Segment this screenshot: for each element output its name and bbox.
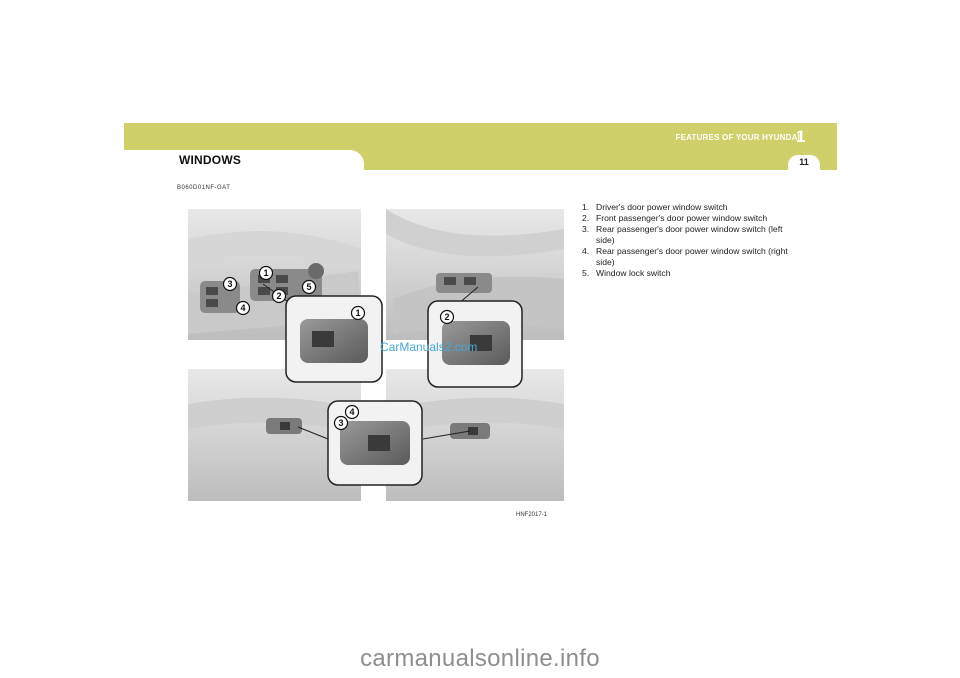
callout-4: 4 bbox=[240, 303, 246, 313]
callout-3: 3 bbox=[227, 279, 233, 289]
footer-watermark[interactable]: carmanualsonline.info bbox=[360, 645, 600, 672]
callout-1-inset: 1 bbox=[355, 308, 361, 318]
section-code: B060D01NF-GAT bbox=[177, 185, 231, 191]
switch-list bbox=[582, 202, 792, 279]
inset-rear-switch bbox=[328, 401, 422, 485]
callout-3-inset: 3 bbox=[338, 418, 344, 428]
watermark: CarManuals2.com bbox=[380, 340, 478, 354]
inset-driver-switch bbox=[286, 296, 382, 382]
list-item: 3. Rear passenger's door power window switch (left side) bbox=[582, 224, 783, 245]
chapter-title: FEATURES OF YOUR HYUNDAI bbox=[675, 133, 800, 142]
section-tab bbox=[124, 150, 364, 170]
callout-5: 5 bbox=[306, 282, 312, 292]
list-item: 1. Driver's door power window switch bbox=[582, 202, 728, 212]
chapter-number: 1 bbox=[796, 127, 806, 146]
section-title: WINDOWS bbox=[179, 153, 242, 167]
callout-1: 1 bbox=[263, 268, 269, 278]
callout-4-inset: 4 bbox=[349, 407, 355, 417]
callout-2-inset: 2 bbox=[444, 312, 450, 322]
window-switch-figure bbox=[188, 209, 564, 501]
figure-code: HNF2017-1 bbox=[516, 512, 548, 518]
list-item: 4. Rear passenger's door power window switch (right side) bbox=[582, 246, 788, 267]
callout-2: 2 bbox=[276, 291, 282, 301]
page-number: 11 bbox=[799, 157, 809, 167]
list-item: 5. Window lock switch bbox=[582, 268, 671, 278]
list-item: 2. Front passenger's door power window switch bbox=[582, 213, 768, 223]
